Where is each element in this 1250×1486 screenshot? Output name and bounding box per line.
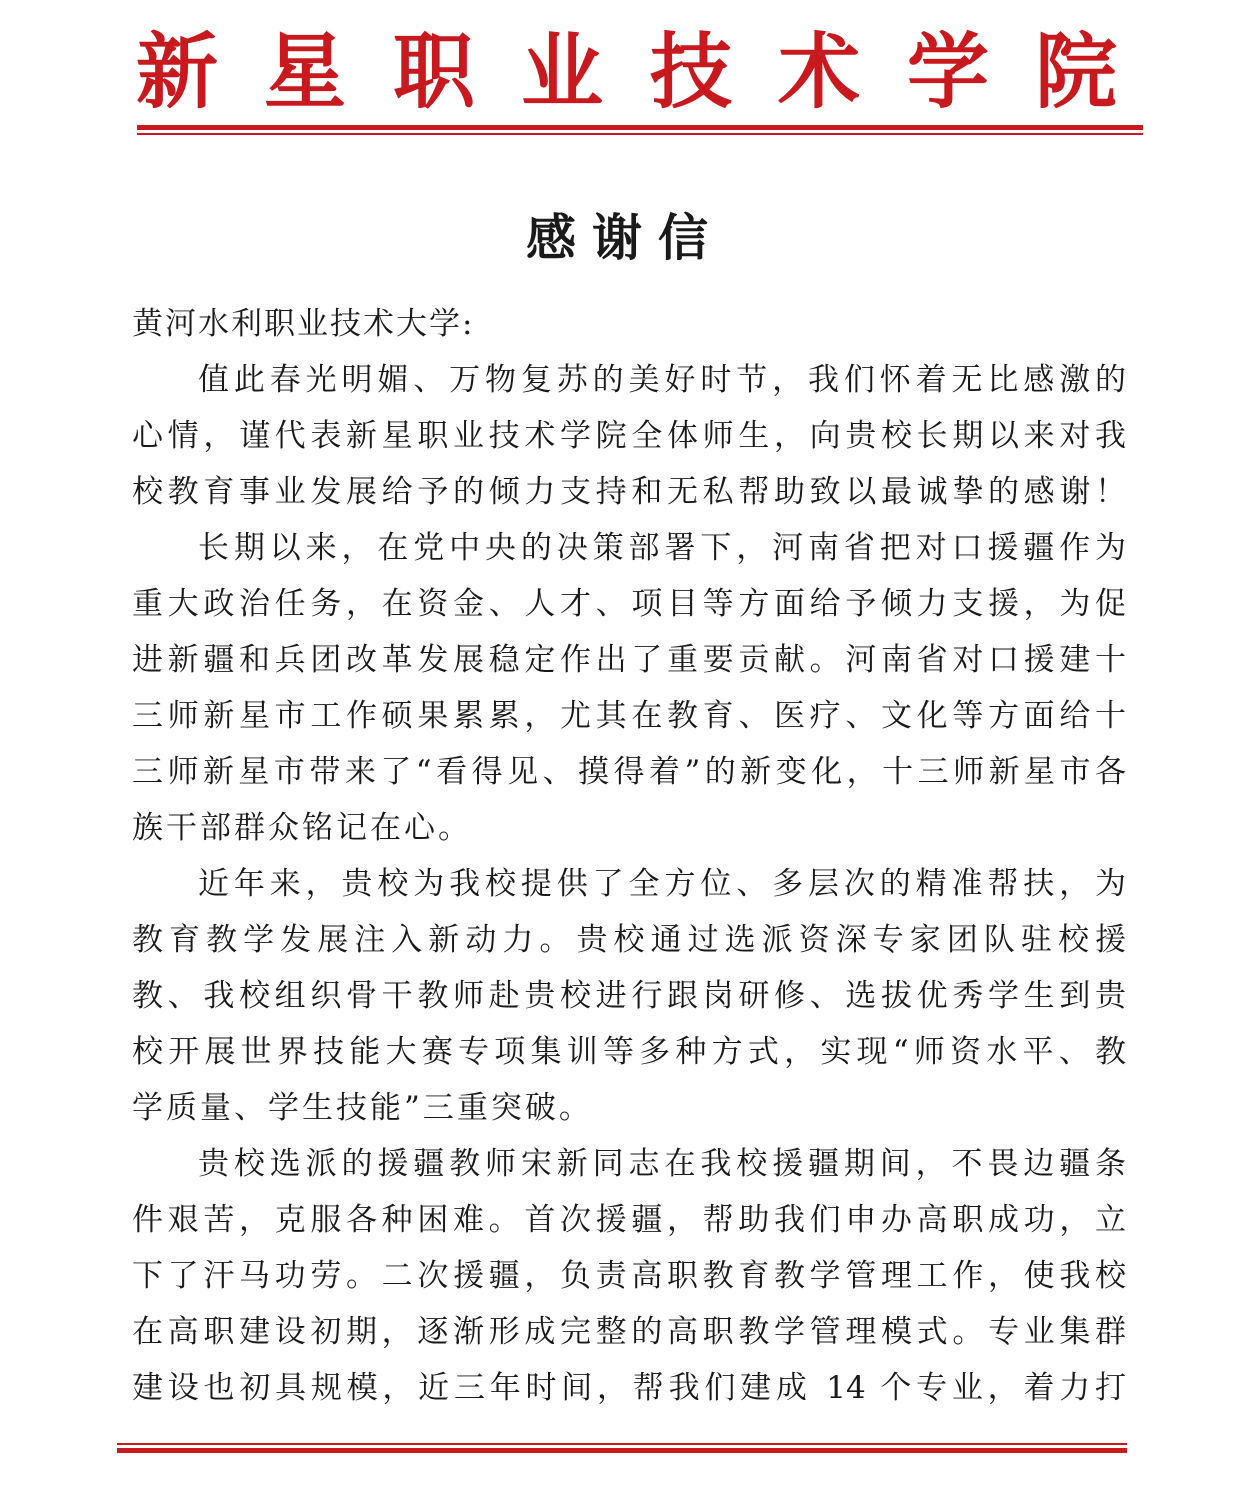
letterhead-rule-thick (137, 125, 1143, 130)
salutation: 黄河水利职业技术大学: (132, 306, 475, 342)
letterhead-char: 学 (906, 24, 989, 120)
text-line: 近年来，贵校为我校提供了全方位、多层次的精准帮扶，为 (198, 866, 1126, 902)
text-line: 心情，谨代表新星职业技术学院全体师生，向贵校长期以来对我 (132, 418, 1126, 454)
text-line: 建设也初具规模，近三年时间，帮我们建成 14 个专业，着力打 (132, 1370, 1126, 1406)
letterhead (0, 22, 1250, 122)
paragraph-henan-support (132, 520, 1126, 856)
paragraph-teacher-song-xin (132, 1136, 1126, 1416)
text-line: 值此春光明媚、万物复苏的美好时节，我们怀着无比感激的 (198, 362, 1126, 398)
text-line: 重大政治任务，在资金、人才、项目等方面给予倾力支援，为促 (132, 586, 1126, 622)
footer-rule-thick (117, 1448, 1127, 1453)
text-line: 校开展世界技能大赛专项集训等多种方式，实现“师资水平、教 (132, 1034, 1126, 1070)
letterhead-char: 职 (392, 24, 475, 120)
letterhead-char: 技 (649, 24, 732, 120)
letterhead-char: 新 (135, 24, 218, 120)
letter-body (132, 296, 1126, 1416)
text-line: 校教育事业发展给予的倾力支持和无私帮助致以最诚挚的感谢！ (132, 474, 1126, 510)
text-line: 贵校选派的援疆教师宋新同志在我校援疆期间，不畏边疆条 (198, 1146, 1126, 1182)
text-line: 三师新星市带来了“看得见、摸得着”的新变化，十三师新星市各 (132, 754, 1126, 790)
letterhead-char: 星 (263, 24, 346, 120)
text-line: 在高职建设初期，逐渐形成完整的高职教学管理模式。专业集群 (132, 1314, 1126, 1350)
text-line: 学质量、学生技能”三重突破。 (132, 1090, 593, 1126)
letterhead-char: 业 (520, 24, 603, 120)
text-line: 族干部群众铭记在心。 (132, 810, 472, 846)
paragraph-greeting (132, 352, 1126, 520)
text-line: 长期以来，在党中央的决策部署下，河南省把对口援疆作为 (198, 530, 1126, 566)
text-line: 教育教学发展注入新动力。贵校通过选派资深专家团队驻校援 (132, 922, 1126, 958)
text-line: 件艰苦，克服各种困难。首次援疆，帮助我们申办高职成功，立 (132, 1202, 1126, 1238)
text-line: 进新疆和兵团改革发展稳定作出了重要贡献。河南省对口援建十 (132, 642, 1126, 678)
letterhead-rule-thin (137, 133, 1143, 135)
text-line: 教、我校组织骨干教师赴贵校进行跟岗研修、选拔优秀学生到贵 (132, 978, 1126, 1014)
letterhead-char: 术 (777, 24, 860, 120)
letterhead-char: 院 (1034, 24, 1117, 120)
document-title: 感谢信 (526, 208, 724, 267)
paragraph-school-assistance (132, 856, 1126, 1136)
footer-rule-thin (117, 1443, 1127, 1445)
text-line: 三师新星市工作硕果累累，尤其在教育、医疗、文化等方面给十 (132, 698, 1126, 734)
text-line: 下了汗马功劳。二次援疆，负责高职教育教学管理工作，使我校 (132, 1258, 1126, 1294)
